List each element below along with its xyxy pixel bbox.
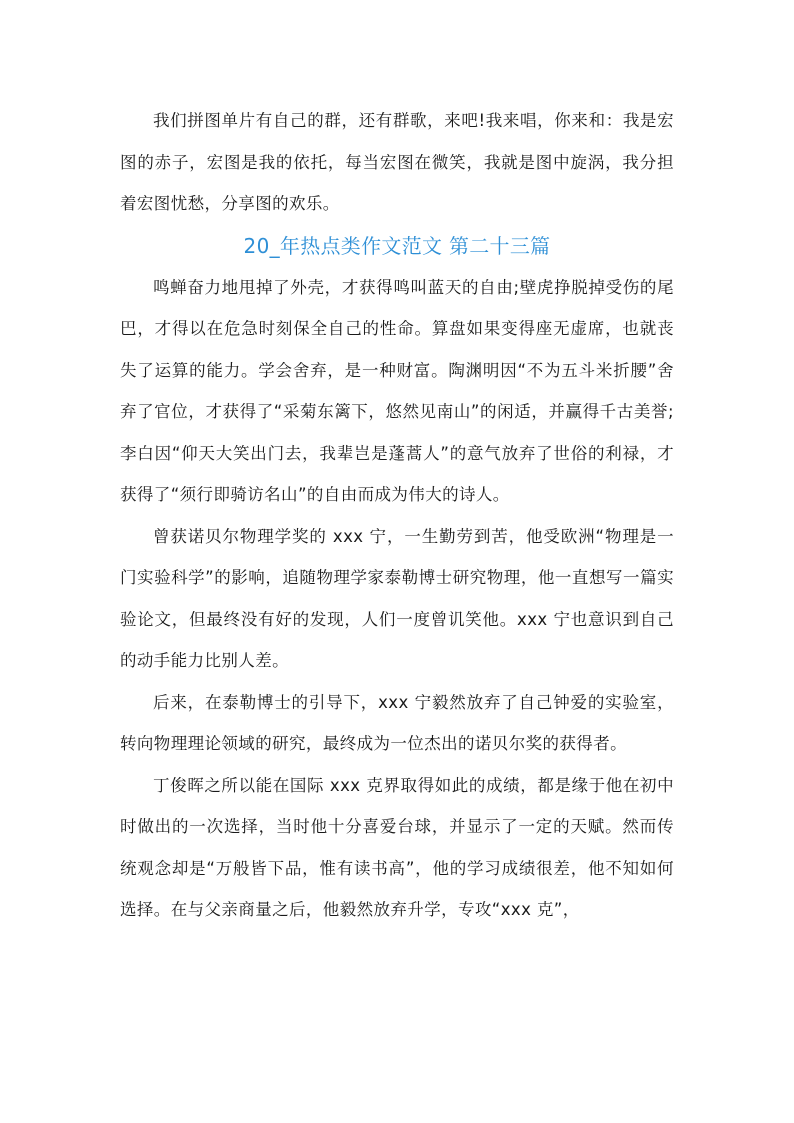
paragraph-4: 丁俊晖之所以能在国际 xxx 克界取得如此的成绩，都是缘于他在初中时做出的一次选择，当时他十分喜爱台球，并显示了一定的天赋。然而传统观念却是“万般皆下品，惟有读书高”，他的学习成绩很差，他不知如何选择。在与父亲商量之后，他毅然放弃升学，专攻“xxx 克”， bbox=[120, 775, 674, 919]
paragraph-3: 后来，在泰勒博士的引导下，xxx 宁毅然放弃了自己钟爱的实验室，转向物理理论领域的研究，最终成为一位杰出的诺贝尔奖的获得者。 bbox=[120, 692, 674, 753]
document-page bbox=[120, 100, 674, 931]
paragraph-1: 鸣蝉奋力地甩掉了外壳，才获得鸣叫蓝天的自由;壁虎挣脱掉受伤的尾巴，才得以在危急时刻保全自己的性命。算盘如果变得座无虚席，也就丧失了运算的能力。学会舍弃，是一种财富。陶渊明因“不为五斗米折腰”舍弃了官位，才获得了“采菊东篱下，悠然见南山”的闲适，并赢得千古美誉;李白因“仰天大笑出门去，我辈岂是蓬蒿人”的意气放弃了世俗的利禄，才获得了“须行即骑访名山”的自由而成为伟大的诗人。 bbox=[120, 277, 674, 504]
paragraph-intro: 我们拼图单片有自己的群，还有群歌，来吧!我来唱，你来和：我是宏图的赤子，宏图是我的依托，每当宏图在微笑，我就是图中旋涡，我分担着宏图忧愁，分享图的欢乐。 bbox=[120, 111, 674, 213]
paragraph-2: 曾获诺贝尔物理学奖的 xxx 宁，一生勤劳到苦，他受欧洲“物理是一门实验科学”的影响，追随物理学家泰勒博士研究物理，他一直想写一篇实验论文，但最终没有好的发现，人们一度曾讥笑他。xxx 宁也意识到自己的动手能力比别人差。 bbox=[120, 526, 674, 670]
section-heading: 20_年热点类作文范文 第二十三篇 bbox=[243, 233, 551, 258]
